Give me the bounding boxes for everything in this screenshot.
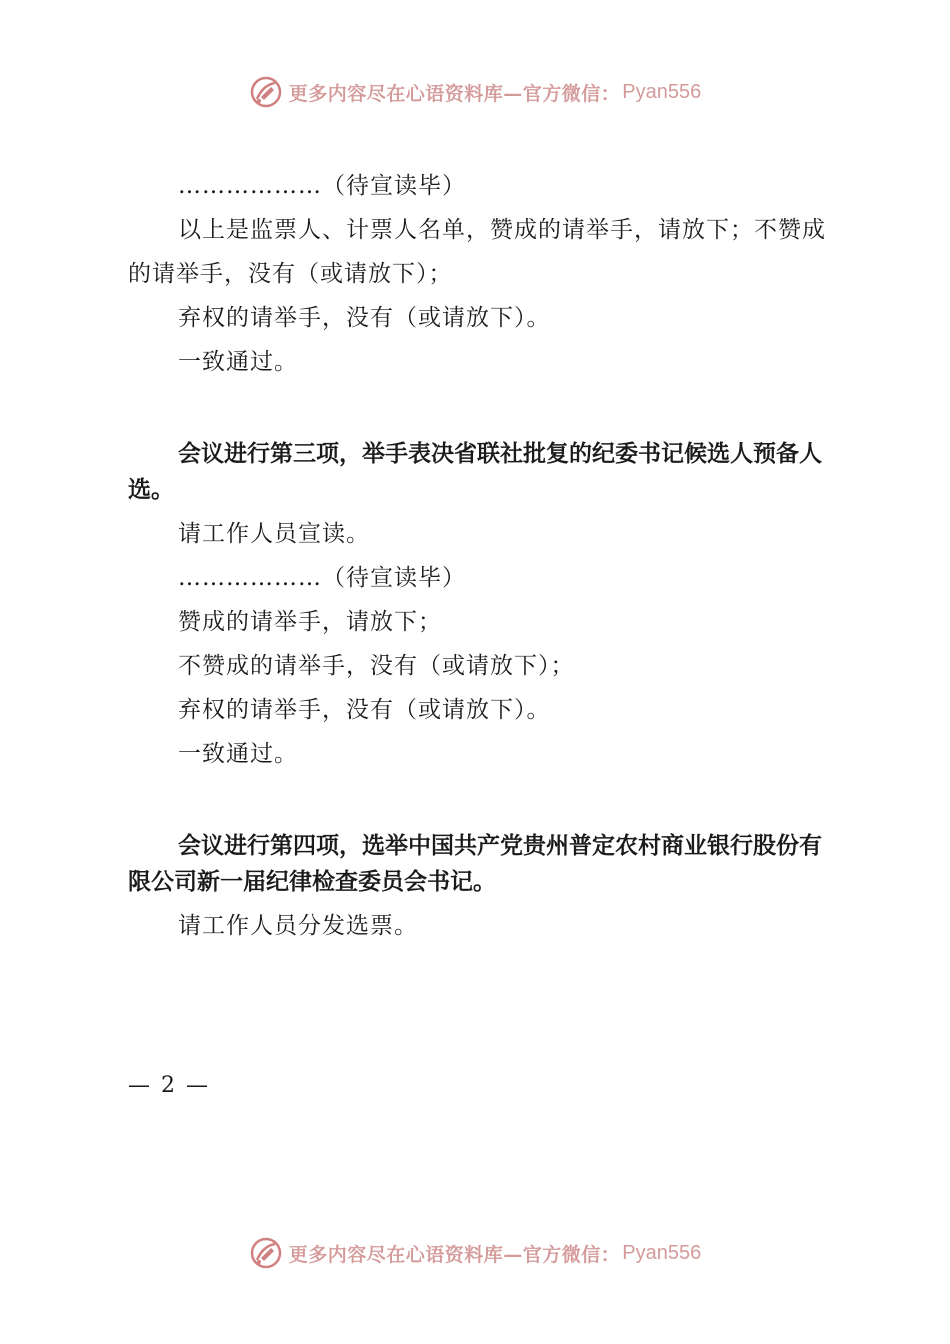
section3-request: 请工作人员宣读。: [178, 521, 370, 547]
section3-reading-done: ………………（待宣读毕）: [178, 565, 466, 591]
section3-abstain: 弃权的请举手，没有（或请放下）。: [178, 697, 551, 723]
watermark-bottom: [0, 1233, 950, 1273]
page-number: — 2 —: [128, 1073, 210, 1098]
section3-disapprove: 不赞成的请举手，没有（或请放下）；: [178, 653, 575, 679]
abstain-line: 弃权的请举手，没有（或请放下）。: [178, 305, 551, 331]
pen-circle-logo-icon: [249, 75, 283, 109]
watermark-top: [0, 72, 950, 112]
watermark-id: Pyan556: [622, 1241, 702, 1264]
section3-approve: 赞成的请举手，请放下；: [178, 609, 442, 635]
section3-heading: 会议进行第三项，举手表决省联社批复的纪委书记候选人预备人选。: [128, 441, 822, 503]
passed-line: 一致通过。: [178, 349, 298, 375]
watermark-text: 更多内容尽在心语资料库—官方微信：: [288, 82, 621, 105]
document-body: [128, 164, 828, 948]
section4-request: 请工作人员分发选票。: [178, 913, 418, 939]
vote-paragraph: 以上是监票人、计票人名单，赞成的请举手，请放下；不赞成的请举手，没有（或请放下）；: [128, 217, 826, 287]
watermark-text: 更多内容尽在心语资料库—官方微信：: [288, 1243, 621, 1266]
reading-done-line: ………………（待宣读毕）: [178, 173, 466, 199]
section4-heading: 会议进行第四项，选举中国共产党贵州普定农村商业银行股份有限公司新一届纪律检查委员会书记。: [128, 833, 822, 895]
section3-passed: 一致通过。: [178, 741, 298, 767]
watermark-id: Pyan556: [622, 80, 702, 103]
pen-circle-logo-icon: [249, 1236, 283, 1270]
